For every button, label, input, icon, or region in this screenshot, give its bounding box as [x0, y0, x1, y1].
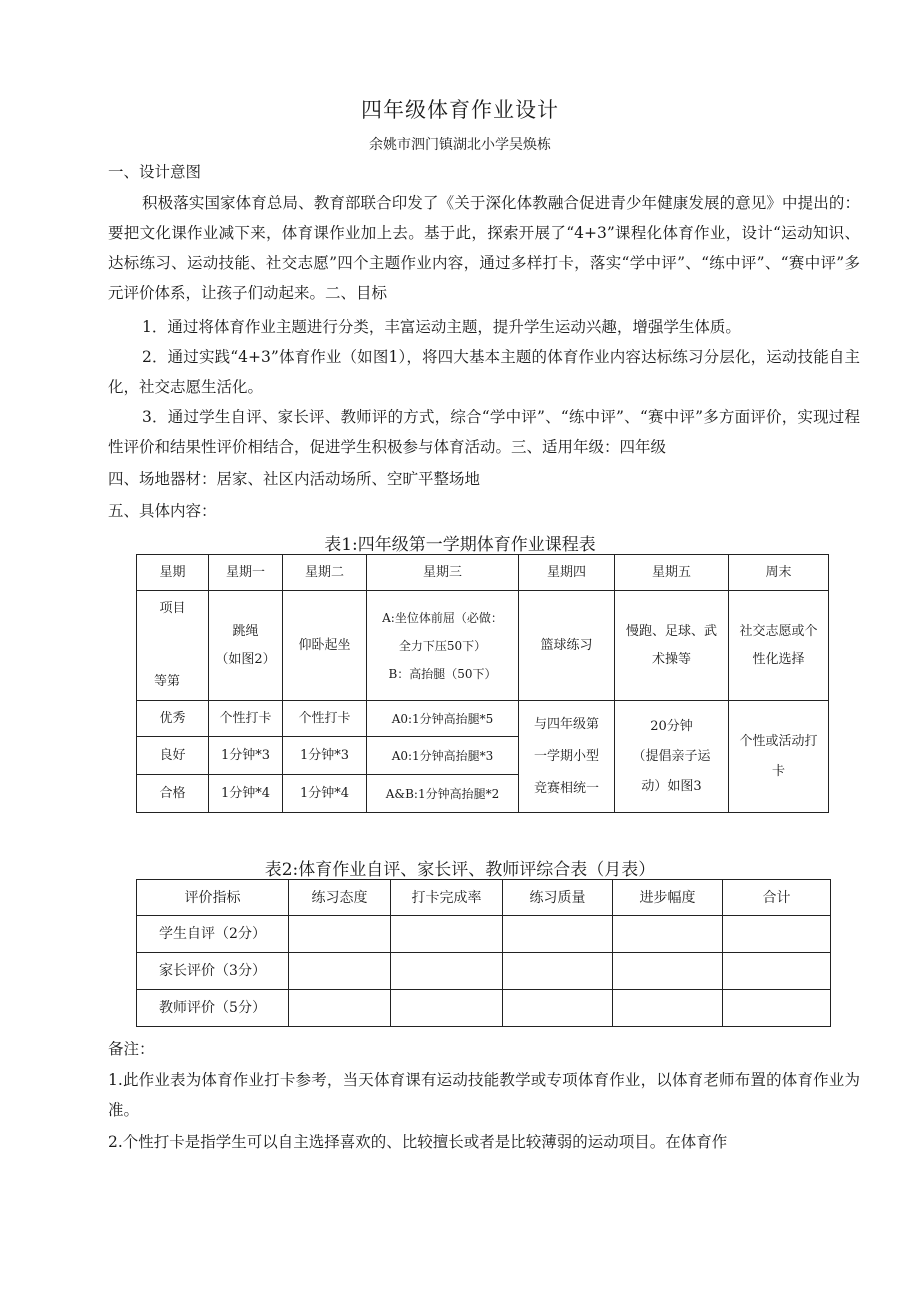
table-cell — [723, 990, 831, 1027]
header-cell: 练习质量 — [503, 880, 613, 916]
table-cell — [289, 916, 391, 953]
header-cell: 打卡完成率 — [391, 880, 503, 916]
header-cell: 进步幅度 — [613, 880, 723, 916]
table-row-items — [137, 591, 829, 701]
header-cell: 星期三 — [367, 555, 519, 591]
table-cell: A0:1分钟高抬腿*5 — [367, 701, 519, 737]
table-cell: A0:1分钟高抬腿*3 — [367, 737, 519, 775]
table-cell: 1分钟*3 — [283, 737, 367, 775]
note-1: 1.此作业表为体育作业打卡参考，当天体育课有运动技能教学或专项体育作业，以体育老师布置的体育作业为准。 — [108, 1071, 860, 1119]
cell-line: 卡 — [771, 763, 785, 779]
table-cell: 个性打卡 — [283, 701, 367, 737]
cell-line: 全力下压50下） — [398, 638, 487, 653]
table-row-excellent — [137, 701, 829, 737]
item-cell-thursday: 篮球练习 — [519, 591, 615, 701]
corner-bottom-label: 等第 — [153, 674, 180, 689]
cell-line: 与四年级第 — [533, 716, 599, 732]
table1-caption: 表1:四年级第一学期体育作业课程表 — [324, 535, 596, 555]
grade-cell: 优秀 — [137, 701, 209, 737]
corner-top-label: 项目 — [159, 601, 186, 616]
table-cell — [613, 916, 723, 953]
header-cell: 星期 — [137, 555, 209, 591]
table-cell — [391, 990, 503, 1027]
table-cell: 个性打卡 — [209, 701, 283, 737]
table-cell — [391, 916, 503, 953]
table-cell: 1分钟*3 — [209, 737, 283, 775]
table-cell — [613, 953, 723, 990]
header-cell: 星期二 — [283, 555, 367, 591]
section-heading-intent: 一、设计意图 — [108, 163, 202, 181]
cell-line: 动）如图3 — [641, 778, 702, 794]
table-cell — [503, 916, 613, 953]
table-cell — [503, 953, 613, 990]
item-cell-monday — [209, 591, 283, 701]
item-cell-tuesday: 仰卧起坐 — [283, 591, 367, 701]
intent-paragraph: 积极落实国家体育总局、教育部联合印发了《关于深化体教融合促进青少年健康发展的意见》中提出的：要把文化课作业减下来，体育课作业加上去。基于此，探索开展了“4+3”课程化体育作业，设计“运动知识、达标练习、运动技能、社交志愿”四个主题作业内容，通过多样打卡，落实“学中评”、“练中评”、“赛中评”多元评价体系，让孩子们动起来。二、目标 — [108, 194, 860, 302]
cell-line: A:坐位体前屈（必做： — [382, 610, 503, 625]
table-cell — [289, 990, 391, 1027]
header-cell: 星期四 — [519, 555, 615, 591]
table-header-row — [137, 880, 831, 916]
cell-line: （提倡亲子运 — [632, 748, 711, 764]
header-cell: 评价指标 — [137, 880, 289, 916]
cell-line: 社交志愿或个 — [739, 623, 818, 639]
header-cell: 练习态度 — [289, 880, 391, 916]
table-cell — [723, 916, 831, 953]
thursday-grade-cell — [519, 701, 615, 813]
grade-cell: 合格 — [137, 775, 209, 813]
friday-grade-cell — [615, 701, 729, 813]
cell-line: B：高抬腿（50下） — [388, 666, 497, 681]
table-row — [137, 990, 831, 1027]
cell-line: 慢跑、足球、武 — [625, 623, 717, 639]
table-cell — [391, 953, 503, 990]
table-cell — [613, 990, 723, 1027]
table-row — [137, 953, 831, 990]
table-header-row — [137, 555, 829, 591]
author-line: 余姚市泗门镇湖北小学吴焕栋 — [369, 137, 551, 153]
row-label: 学生自评（2分） — [137, 916, 289, 953]
cell-line: 20分钟 — [650, 718, 693, 734]
course-schedule-table — [136, 554, 829, 813]
grade-cell: 良好 — [137, 737, 209, 775]
note-2: 2.个性打卡是指学生可以自主选择喜欢的、比较擅长或者是比较薄弱的运动项目。在体育作 — [108, 1133, 728, 1151]
section-heading-venue: 四、场地器材：居家、社区内活动场所、空旷平整场地 — [108, 470, 481, 488]
goal-2: 2．通过实践“4+3”体育作业（如图1），将四大基本主题的体育作业内容达标练习分层化，运动技能自主化，社交志愿生活化。 — [108, 348, 860, 396]
header-cell: 星期一 — [209, 555, 283, 591]
table2-caption: 表2:体育作业自评、家长评、教师评综合表（月表） — [264, 860, 656, 880]
header-cell: 合计 — [723, 880, 831, 916]
goal-3: 3．通过学生自评、家长评、教师评的方式，综合“学中评”、“练中评”、“赛中评”多方面评价，实现过程性评价和结果性评价相结合，促进学生积极参与体育活动。三、适用年级：四年级 — [108, 408, 860, 456]
document-title: 四年级体育作业设计 — [361, 98, 559, 122]
table-cell: 1分钟*4 — [209, 775, 283, 813]
header-cell: 星期五 — [615, 555, 729, 591]
evaluation-table — [136, 879, 831, 1027]
table-cell: A&B:1分钟高抬腿*2 — [367, 775, 519, 813]
table-cell: 1分钟*4 — [283, 775, 367, 813]
section-heading-content: 五、具体内容： — [108, 502, 217, 520]
cell-line: 个性或活动打 — [739, 733, 818, 749]
notes-label: 备注： — [108, 1040, 155, 1058]
cell-line: 跳绳 — [232, 623, 259, 639]
item-cell-wednesday — [367, 591, 519, 701]
item-cell-friday — [615, 591, 729, 701]
row-label: 家长评价（3分） — [137, 953, 289, 990]
goal-1: 1．通过将体育作业主题进行分类，丰富运动主题，提升学生运动兴趣，增强学生体质。 — [142, 318, 741, 336]
header-cell: 周末 — [729, 555, 829, 591]
table-cell — [723, 953, 831, 990]
cell-line: （如图2） — [215, 651, 276, 667]
item-cell-weekend — [729, 591, 829, 701]
row-label: 教师评价（5分） — [137, 990, 289, 1027]
cell-line: 一学期小型 — [533, 748, 599, 764]
cell-line: 性化选择 — [752, 651, 805, 667]
table-cell — [289, 953, 391, 990]
cell-line: 术操等 — [651, 651, 691, 667]
table-row — [137, 916, 831, 953]
corner-cell — [137, 591, 209, 701]
table-cell — [503, 990, 613, 1027]
weekend-grade-cell — [729, 701, 829, 813]
cell-line: 竞赛相统一 — [533, 780, 599, 796]
